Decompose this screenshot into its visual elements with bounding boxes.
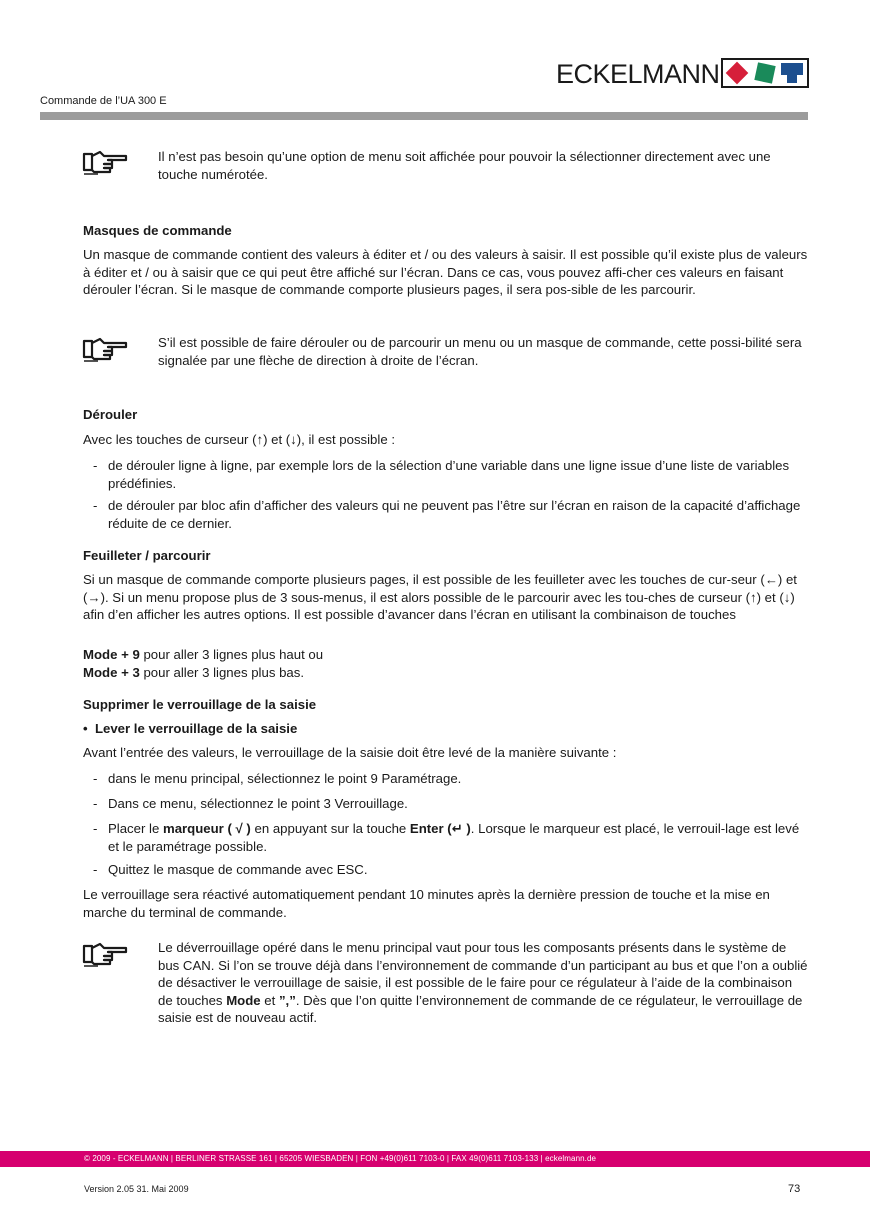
section-heading-masques: Masques de commande <box>83 223 232 238</box>
footer-contact: © 2009 - ECKELMANN | BERLINER STRASSE 161 | 65205 WIESBADEN | FON +49(0)611 7103-0 | FAX 49(0)611 7103-133 | eckelmann.de <box>84 1154 597 1163</box>
paragraph-derouler-intro: Avec les touches de curseur (↑) et (↓), il est possible : <box>83 432 395 447</box>
section-heading-derouler: Dérouler <box>83 407 138 422</box>
section-heading-supprimer: Supprimer le verrouillage de la saisie <box>83 697 317 712</box>
pointing-hand-icon <box>82 940 130 972</box>
list-item-text: de dérouler par bloc afin d’afficher des valeurs qui ne peuvent pas l’être sur l’écran en raison de la capacité d’affichage réduite de ce dernier. <box>108 498 801 531</box>
list-item-text: Placer le marqueur ( √ ) en appuyant sur la touche Enter (↵ ). Lorsque le marqueur est placé, le verrouil-lage est levé et le paramétrage possible. <box>108 821 800 854</box>
page-number: 73 <box>788 1183 801 1195</box>
note-text: S’il est possible de faire dérouler ou de parcourir un menu ou un masque de commande, cette possi-bilité sera signalée par une flèche de direction à droite de l’écran. <box>158 335 802 368</box>
pointing-hand-icon <box>82 148 130 180</box>
list-item-text: de dérouler ligne à ligne, par exemple lors de la sélection d’une variable dans une ligne issue d’une liste de variables prédéfinies. <box>108 458 790 491</box>
paragraph-supprimer-intro: Avant l’entrée des valeurs, le verrouillage de la saisie doit être levé de la manière suivante : <box>83 745 617 760</box>
section-heading-feuilleter: Feuilleter / parcourir <box>83 548 211 563</box>
list-item-text: dans le menu principal, sélectionnez le point 9 Paramétrage. <box>108 771 462 786</box>
version-label: Version 2.05 31. Mai 2009 <box>84 1184 189 1194</box>
paragraph-masques: Un masque de commande contient des valeurs à éditer et / ou des valeurs à saisir. Il est possible qu’il existe plus de valeurs à éditer et / ou à saisir que ce qui peut être affiché sur l’écran. Dans ce cas, vous pouvez affi-cher ces valeurs en faisant dérouler l’écran. Si le masque de commande comporte plusieurs pages, il sera pos-sible de les parcourir. <box>83 247 808 297</box>
paragraph-feuilleter: Si un masque de commande comporte plusieurs pages, il est possible de les feuilleter avec les touches de cur-seur (←) et (→). Si un menu propose plus de 3 sous-menus, il est alors possible de le parcourir avec les tou-ches de curseur (↑) et (↓) afin d’en afficher les autres options. Il est possible d’avancer dans l’écran en utilisant la combinaison de touches <box>83 572 797 622</box>
document-title: Commande de l’UA 300 E <box>40 95 167 107</box>
note-text: Il n’est pas besoin qu’une option de menu soit affichée pour pouvoir la sélectionner directement avec une touche numérotée. <box>158 149 771 182</box>
subheading-lever: • Lever le verrouillage de la saisie <box>83 721 298 736</box>
list-item: - de dérouler ligne à ligne, par exemple lors de la sélection d’une variable dans une ligne issue d’une liste de variables prédéfinies. <box>93 457 809 492</box>
key-combo-line: Mode + 9 pour aller 3 lignes plus haut ou Mode + 3 pour aller 3 lignes plus bas. <box>83 647 324 680</box>
brand-logo-text: ECKELMANN <box>556 59 720 89</box>
pointing-hand-icon <box>82 335 130 367</box>
list-item: - Placer le marqueur ( √ ) en appuyant sur la touche Enter (↵ ). Lorsque le marqueur est placé, le verrouil-lage est levé et le paramétrage possible. <box>93 820 809 855</box>
key-combo: Mode + 3 <box>83 664 140 680</box>
header-divider <box>40 112 808 120</box>
key-combo: Mode + 9 <box>83 647 140 662</box>
brand-logo-mark <box>721 58 809 88</box>
note-text: Le déverrouillage opéré dans le menu principal vaut pour tous les composants présents dans le système de bus CAN. Si l’on se trouve déjà dans l’environnement de commande d’un participant au bus et que l’on a oublié de désactiver le verrouillage de saisie, il est possible de le faire pour ce régulateur à l’aide de la combinaison de touches Mode et ”,”. Dès que l’on quitte l’environnement de commande de ce régulateur, le verrouillage de saisie est de nouveau actif. <box>158 940 808 1025</box>
list-item: - dans le menu principal, sélectionnez le point 9 Paramétrage. <box>93 770 809 788</box>
list-item-text: Dans ce menu, sélectionnez le point 3 Verrouillage. <box>108 796 408 811</box>
list-item: - de dérouler par bloc afin d’afficher des valeurs qui ne peuvent pas l’être sur l’écran en raison de la capacité d’affichage réduite de ce dernier. <box>93 497 809 532</box>
list-item: - Quittez le masque de commande avec ESC. <box>93 861 809 879</box>
list-item: - Dans ce menu, sélectionnez le point 3 Verrouillage. <box>93 795 809 813</box>
list-item-text: Quittez le masque de commande avec ESC. <box>108 862 368 877</box>
paragraph-supprimer-outro: Le verrouillage sera réactivé automatiquement pendant 10 minutes après la dernière pression de touche et la mise en marche du terminal de commande. <box>83 887 770 920</box>
